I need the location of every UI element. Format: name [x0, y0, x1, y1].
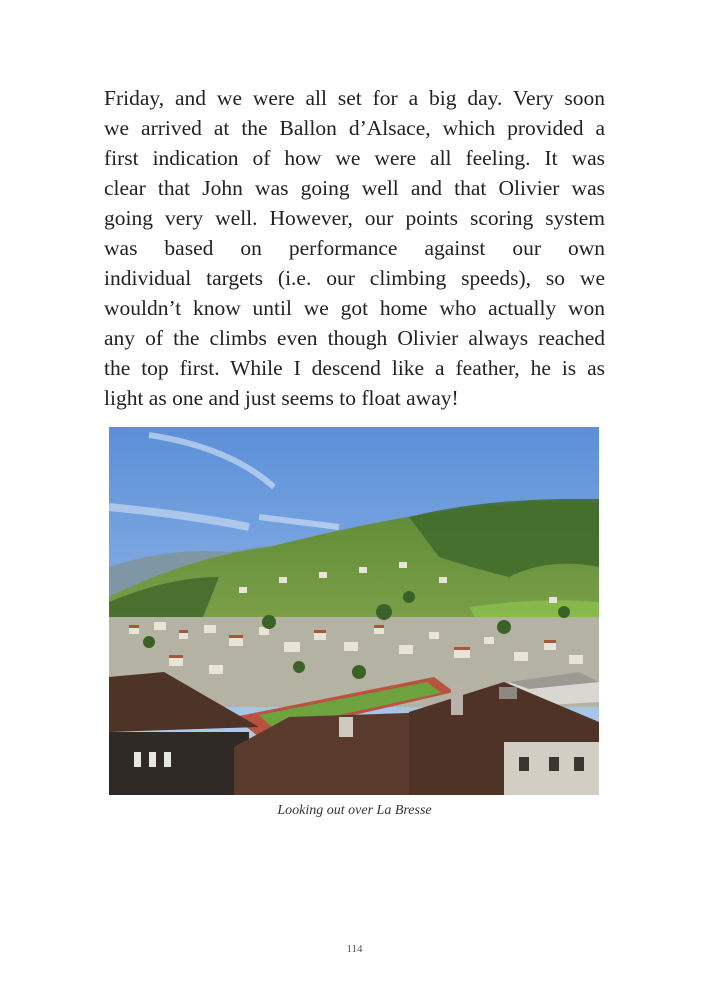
paragraph-line: individual targets (i.e. our climbing speeds), so we: [104, 266, 605, 290]
paragraph-line: the top first. While I descend like a feather, he is as: [104, 356, 605, 380]
paragraph-line: wouldn’t know until we got home who actually won: [104, 296, 605, 320]
paragraph-line: we arrived at the Ballon d’Alsace, which provided a: [104, 116, 605, 140]
town-photo: [109, 427, 599, 795]
paragraph-line: was based on performance against our own: [104, 236, 605, 260]
paragraph-line: any of the climbs even though Olivier always reached: [104, 326, 605, 350]
photo-caption: Looking out over La Bresse: [277, 803, 432, 818]
paragraph-line: light as one and just seems to float away!: [104, 386, 459, 410]
windows-right: [519, 757, 584, 771]
paragraph-line: clear that John was going well and that Olivier was: [104, 176, 605, 200]
foreground-wall-left: [109, 732, 249, 795]
paragraph-line: going very well. However, our points scoring system: [104, 206, 605, 230]
body-paragraph: [104, 83, 605, 413]
chimney: [339, 717, 353, 737]
paragraph-line: Friday, and we were all set for a big day. Very soon: [104, 86, 605, 110]
chimney: [499, 687, 517, 699]
chimney: [451, 685, 463, 715]
windows-left: [134, 752, 171, 767]
paragraph-line: first indication of how we were all feeling. It was: [104, 146, 605, 170]
page-number: 114: [346, 943, 363, 955]
